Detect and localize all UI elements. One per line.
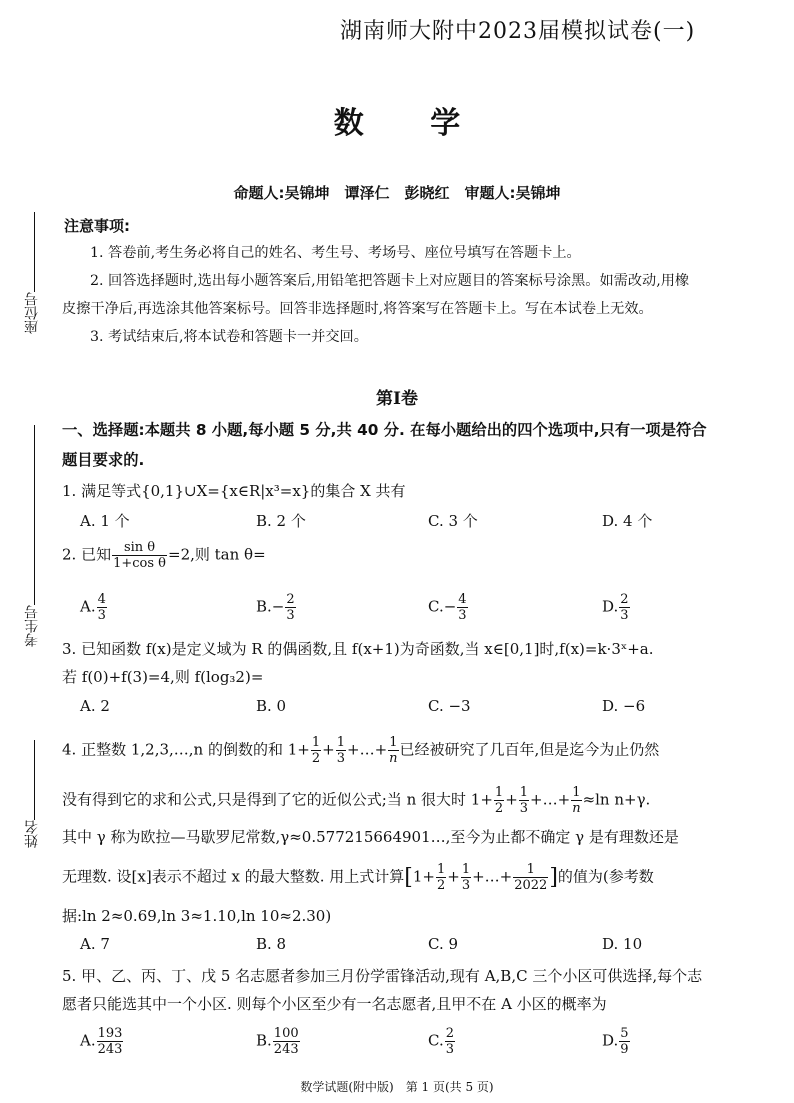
q5-b-label: B. [256, 1031, 272, 1050]
q4-l4-frac-third [461, 862, 471, 893]
q2-a-label: A. [80, 597, 96, 616]
q5-a-label: A. [80, 1031, 96, 1050]
q4-l1-frac-n [388, 735, 398, 766]
q2-a-den: 3 [97, 608, 106, 623]
q2-b-num: 2 [286, 592, 295, 607]
q2-c-den: 3 [458, 608, 467, 623]
question-4-line3: 其中 γ 称为欧拉—马歇罗尼常数,γ≈0.577215664901…,至今为止都不确定 γ 是有理数还是 [62, 828, 679, 846]
q4-l4-dots: +…+ [472, 867, 513, 886]
q5-option-c [428, 1026, 456, 1057]
q3-option-d: D. −6 [602, 697, 646, 715]
q5-option-d [602, 1026, 631, 1057]
q2-frac-num: sin θ [112, 540, 167, 556]
q2-fraction [112, 540, 167, 571]
q5-d-den: 9 [620, 1042, 629, 1057]
notice-item-2: 2. 回答选择题时,选出每小题答案后,用铅笔把答题卡上对应题目的答案标号涂黑。如需改动,用橡 [90, 273, 690, 289]
q2-frac-den: 1+cos θ [113, 556, 166, 571]
q2-option-c [428, 592, 469, 623]
q4-l4-one: 1 [412, 867, 423, 886]
q4-l2-frac-half [494, 785, 504, 816]
q4-l1-t-num: 1 [336, 735, 346, 750]
q4-l1-t-den: 3 [336, 751, 346, 766]
side-label-name: 姓名 [24, 820, 40, 848]
q2-b-den: 3 [286, 608, 295, 623]
q4-line4-b: 的值为(参考数 [557, 867, 654, 886]
q2-option-a [80, 592, 108, 623]
q5-a-den: 243 [97, 1042, 123, 1057]
q2-b-label: B. [256, 597, 272, 616]
q1-option-d: D. 4 个 [602, 512, 653, 530]
q4-l1-frac-third [336, 735, 346, 766]
q4-floor-close: ] [549, 865, 558, 890]
side-line-exam-no [34, 425, 35, 605]
q4-l1-frac-half [311, 735, 321, 766]
q3-option-b: B. 0 [256, 697, 287, 715]
question-3-line2: 若 f(0)+f(3)=4,则 f(log₃2)= [62, 668, 264, 686]
q1-option-b: B. 2 个 [256, 512, 306, 530]
q5-d-label: D. [602, 1031, 619, 1050]
q2-prefix: 2. 已知 [62, 545, 112, 564]
exam-header-title: 湖南师大附中2023届模拟试卷(一) [340, 19, 696, 44]
page-footer: 数学试题(附中版) 第 1 页(共 5 页) [300, 1080, 494, 1094]
q4-line2-b: ≈ln n+γ. [582, 790, 651, 809]
q2-c-num: 4 [458, 592, 467, 607]
question-2-stem [62, 540, 266, 571]
question-4-line4 [62, 862, 654, 893]
q5-c-den: 3 [445, 1042, 454, 1057]
q4-l2-frac-n [571, 785, 581, 816]
q5-b-num: 100 [273, 1026, 299, 1041]
question-4-line5: 据:ln 2≈0.69,ln 3≈1.10,ln 10≈2.30) [62, 907, 332, 925]
side-line-seat [34, 212, 35, 292]
q4-l1-n-num: 1 [389, 735, 398, 750]
notice-item-2-cont: 皮擦干净后,再选涂其他答案标号。回答非选择题时,将答案写在答题卡上。写在本试卷上无效。 [62, 301, 653, 317]
part1-heading-line1: 一、选择题:本题共 8 小题,每小题 5 分,共 40 分. 在每小题给出的四个选项中,只有一项是符合 [62, 421, 707, 439]
q4-line1-a: 4. 正整数 1,2,3,…,n 的倒数的和 1+ [62, 740, 310, 759]
q4-l4-plus1: + [422, 867, 435, 886]
question-1-stem: 1. 满足等式{0,1}∪X={x∈R|x³=x}的集合 X 共有 [62, 482, 406, 500]
question-5-line1: 5. 甲、乙、丙、丁、戊 5 名志愿者参加三月份学雷锋活动,现有 A,B,C 三个小区可供选择,每个志 [62, 967, 703, 985]
q2-c-sign: − [443, 597, 457, 616]
q2-suffix: =2,则 tan θ= [168, 545, 266, 564]
q2-d-label: D. [602, 597, 619, 616]
q5-option-b [256, 1026, 301, 1057]
q4-line1-b: 已经被研究了几百年,但是迄今为止仍然 [399, 740, 660, 759]
question-5-line2: 愿者只能选其中一个小区. 则每个小区至少有一名志愿者,且甲不在 A 小区的概率为 [62, 995, 607, 1013]
q4-l4-y-den: 2022 [514, 878, 548, 893]
q2-b-sign: − [271, 597, 285, 616]
q2-c-label: C. [428, 597, 444, 616]
q5-a-frac [97, 1026, 124, 1057]
q2-d-num: 2 [620, 592, 629, 607]
part1-heading-line2: 题目要求的. [62, 451, 145, 469]
q1-option-c: C. 3 个 [428, 512, 478, 530]
q3-option-a: A. 2 [80, 697, 110, 715]
q4-l2-n-den: n [572, 801, 581, 816]
q4-option-d: D. 10 [602, 935, 643, 953]
q4-option-a: A. 7 [80, 935, 110, 953]
q4-l2-plus: + [505, 790, 518, 809]
q4-l1-n-den: n [389, 751, 398, 766]
q4-l4-frac-2022 [513, 862, 548, 893]
q5-b-den: 243 [273, 1042, 299, 1057]
question-4-line2 [62, 785, 650, 816]
q2-option-d [602, 592, 631, 623]
q4-l4-t-num: 1 [461, 862, 471, 877]
q4-l4-plus2: + [447, 867, 460, 886]
q5-c-label: C. [428, 1031, 444, 1050]
q4-l2-t-num: 1 [519, 785, 529, 800]
section-title: 第Ⅰ卷 [376, 389, 418, 409]
notice-item-3: 3. 考试结束后,将本试卷和答题卡一并交回。 [90, 329, 368, 345]
q2-a-frac [97, 592, 107, 623]
q4-l2-h-num: 1 [494, 785, 504, 800]
q5-c-frac [445, 1026, 455, 1057]
side-label-exam-no: 考生号 [24, 605, 40, 647]
q5-b-frac [273, 1026, 300, 1057]
q5-c-num: 2 [445, 1026, 454, 1041]
q4-line2-a: 没有得到它的求和公式,只是得到了它的近似公式;当 n 很大时 1+ [62, 790, 493, 809]
q2-a-num: 4 [97, 592, 106, 607]
q5-d-num: 5 [620, 1026, 629, 1041]
part1-heading [62, 415, 774, 475]
authors-line: 命题人:吴锦坤 谭泽仁 彭晓红 审题人:吴锦坤 [233, 184, 561, 202]
q4-l1-dots: +…+ [347, 740, 388, 759]
side-line-name [34, 740, 35, 820]
q4-l2-t-den: 3 [519, 801, 529, 816]
q4-l4-y-num: 1 [513, 862, 548, 878]
q4-l2-n-num: 1 [572, 785, 581, 800]
question-3-line1: 3. 已知函数 f(x)是定义域为 R 的偶函数,且 f(x+1)为奇函数,当 x∈[0,1]时,f(x)=k·3ˣ+a. [62, 640, 654, 658]
q5-d-frac [619, 1026, 629, 1057]
q5-a-num: 193 [97, 1026, 123, 1041]
side-label-seat: 座位号 [24, 292, 40, 334]
q4-l4-h-num: 1 [436, 862, 446, 877]
notice-item-1: 1. 答卷前,考生务必将自己的姓名、考生号、考场号、座位号填写在答题卡上。 [90, 245, 581, 261]
q3-option-c: C. −3 [428, 697, 471, 715]
q2-option-b [256, 592, 297, 623]
q4-l2-h-den: 2 [494, 801, 504, 816]
q5-option-a [80, 1026, 124, 1057]
subject-title: 数 学 [333, 106, 489, 141]
q4-option-c: C. 9 [428, 935, 459, 953]
q2-d-frac [619, 592, 629, 623]
q4-l4-frac-half [436, 862, 446, 893]
q4-l4-h-den: 2 [436, 878, 446, 893]
question-4-line1 [62, 735, 659, 766]
q2-b-frac [285, 592, 295, 623]
q4-l2-frac-third [519, 785, 529, 816]
notice-title: 注意事项: [64, 217, 130, 235]
q1-option-a: A. 1 个 [80, 512, 130, 530]
q4-l1-h-num: 1 [311, 735, 321, 750]
q4-l1-h-den: 2 [311, 751, 321, 766]
q4-l2-dots: +…+ [530, 790, 571, 809]
q2-c-frac [457, 592, 467, 623]
q4-l1-plus: + [322, 740, 335, 759]
q4-l4-t-den: 3 [461, 878, 471, 893]
q4-line4-a: 无理数. 设[x]表示不超过 x 的最大整数. 用上式计算 [62, 867, 405, 886]
q2-d-den: 3 [620, 608, 629, 623]
q4-floor-open: [ [404, 865, 413, 890]
q4-option-b: B. 8 [256, 935, 287, 953]
